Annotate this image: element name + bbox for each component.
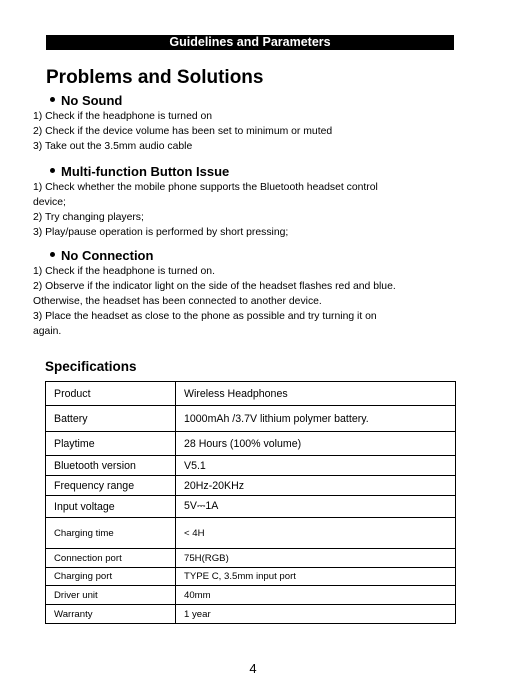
table-row (46, 496, 456, 518)
bullet-icon (50, 168, 55, 173)
bullet-icon (50, 252, 55, 257)
section-heading: No Connection (61, 248, 154, 263)
spec-value: 20Hz-20KHz (176, 476, 456, 496)
table-row (46, 549, 456, 568)
table-row (46, 476, 456, 496)
spec-value: Wireless Headphones (176, 382, 456, 406)
spec-label: Charging time (46, 518, 176, 549)
spec-label: Charging port (46, 568, 176, 586)
table-row (46, 456, 456, 476)
table-row (46, 382, 456, 406)
table-row (46, 432, 456, 456)
section-no-sound (33, 93, 478, 154)
table-row (46, 406, 456, 432)
spec-value: 28 Hours (100% volume) (176, 432, 456, 456)
section-heading: No Sound (61, 93, 123, 108)
list-item: 1) Check if the headphone is turned on (33, 111, 213, 122)
section-heading: Multi-function Button Issue (61, 164, 230, 179)
list-item: 3) Take out the 3.5mm audio cable (33, 141, 193, 152)
spec-value: < 4H (176, 518, 456, 549)
spec-value: 75H(RGB) (176, 549, 456, 568)
page-title: Problems and Solutions (46, 67, 264, 88)
spec-value: TYPE C, 3.5mm input port (176, 568, 456, 586)
list-item: 2) Check if the device volume has been set to minimum or muted (33, 126, 333, 137)
spec-value: 40mm (176, 586, 456, 605)
table-row (46, 518, 456, 549)
list-item: device; (33, 197, 66, 208)
list-item: again. (33, 326, 62, 337)
spec-label: Warranty (46, 605, 176, 624)
spec-label: Connection port (46, 549, 176, 568)
list-item: 2) Observe if the indicator light on the side of the headset flashes red and blue. (33, 281, 396, 292)
list-item: 2) Try changing players; (33, 212, 144, 223)
list-item: 1) Check if the headphone is turned on. (33, 266, 215, 277)
spec-label: Driver unit (46, 586, 176, 605)
list-item: 3) Place the headset as close to the phone as possible and try turning it on (33, 311, 377, 322)
table-row (46, 605, 456, 624)
spec-label: Input voltage (46, 496, 176, 518)
table-row (46, 568, 456, 586)
spec-value: 1 year (176, 605, 456, 624)
spec-label: Bluetooth version (46, 456, 176, 476)
spec-value: 1000mAh /3.7V lithium polymer battery. (176, 406, 456, 432)
specifications-title: Specifications (45, 359, 137, 374)
section-multi-function-button (33, 164, 478, 240)
list-item: 1) Check whether the mobile phone supports the Bluetooth headset control (33, 182, 378, 193)
spec-label: Playtime (46, 432, 176, 456)
specifications-table (45, 381, 456, 624)
spec-label: Battery (46, 406, 176, 432)
page-number: 4 (249, 661, 257, 676)
spec-value: 5V⎓1A (176, 496, 456, 518)
spec-label: Frequency range (46, 476, 176, 496)
list-item: Otherwise, the headset has been connected to another device. (33, 296, 322, 307)
header-banner: Guidelines and Parameters (46, 35, 454, 50)
list-item: 3) Play/pause operation is performed by short pressing; (33, 227, 289, 238)
bullet-icon (50, 97, 55, 102)
section-no-connection (33, 248, 478, 339)
spec-label: Product (46, 382, 176, 406)
table-row (46, 586, 456, 605)
spec-value: V5.1 (176, 456, 456, 476)
